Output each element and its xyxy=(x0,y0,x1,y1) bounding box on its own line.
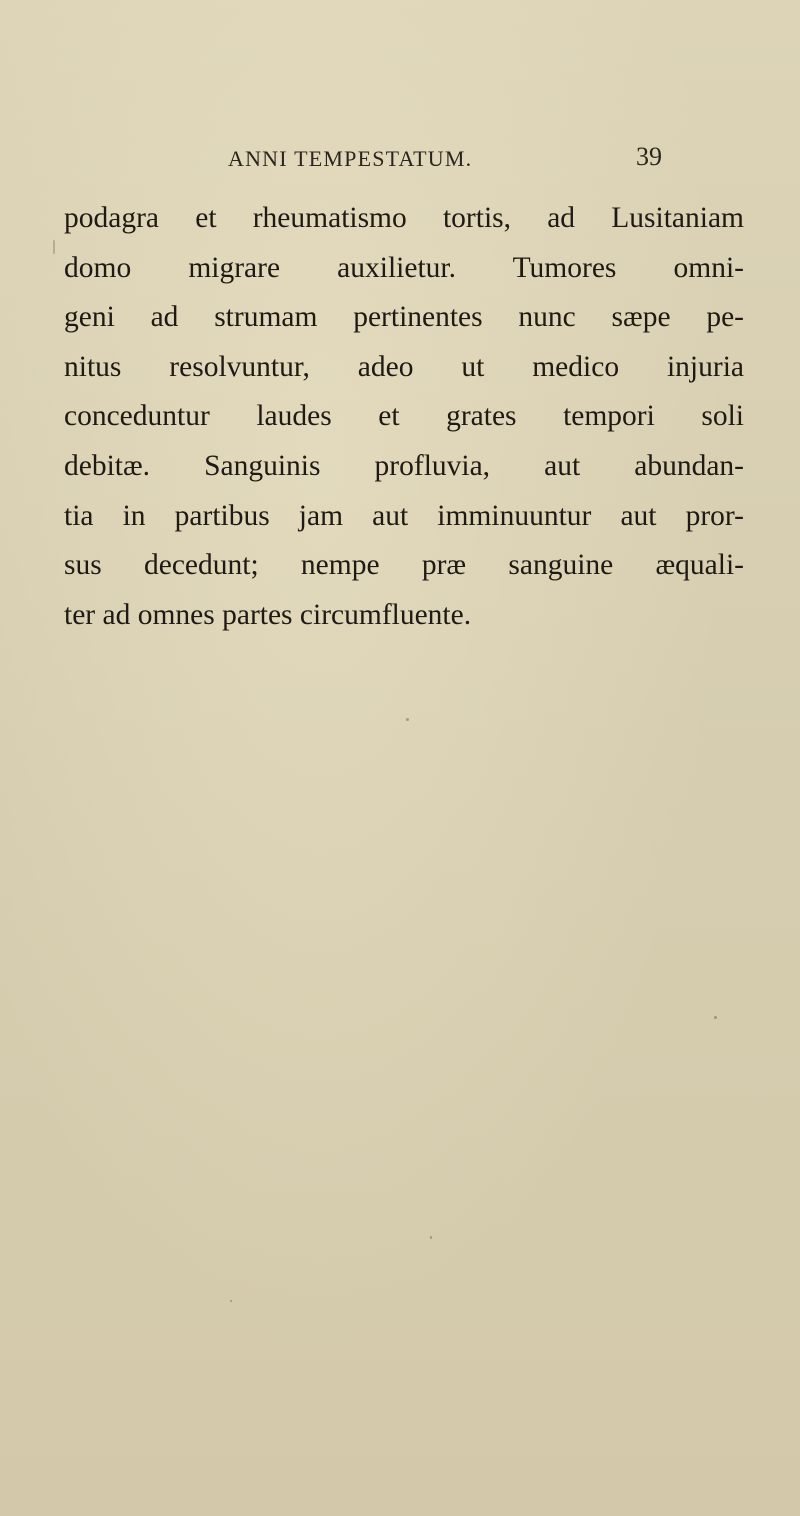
paper-speck xyxy=(53,240,55,254)
paper-speck xyxy=(714,1016,717,1019)
text-line: ter ad omnes partes circumfluente. xyxy=(64,598,472,631)
text-line: podagra et rheumatismo tortis, ad Lusitaniam xyxy=(64,202,744,234)
page-header xyxy=(0,140,800,180)
text-line: geni ad strumam pertinentes nunc sæpe pe- xyxy=(64,301,744,334)
running-head: ANNI TEMPESTATUM. xyxy=(228,146,473,171)
paper-speck xyxy=(430,1236,432,1239)
show-through-shadow xyxy=(0,690,800,1110)
body-paragraph xyxy=(64,194,744,640)
text-line: conceduntur laudes et grates tempori soli xyxy=(64,400,744,433)
text-line: debitæ. Sanguinis profluvia, aut abundan- xyxy=(64,449,744,482)
text-line: sus decedunt; nempe præ sanguine æquali- xyxy=(64,549,744,582)
page-number: 39 xyxy=(636,142,662,171)
paper-speck xyxy=(406,718,409,721)
paper-speck xyxy=(230,1300,232,1302)
text-line: tia in partibus jam aut imminuuntur aut pror- xyxy=(64,499,744,532)
text-line: domo migrare auxilietur. Tumores omni- xyxy=(64,251,744,284)
text-line: nitus resolvuntur, adeo ut medico injuria xyxy=(64,350,744,383)
